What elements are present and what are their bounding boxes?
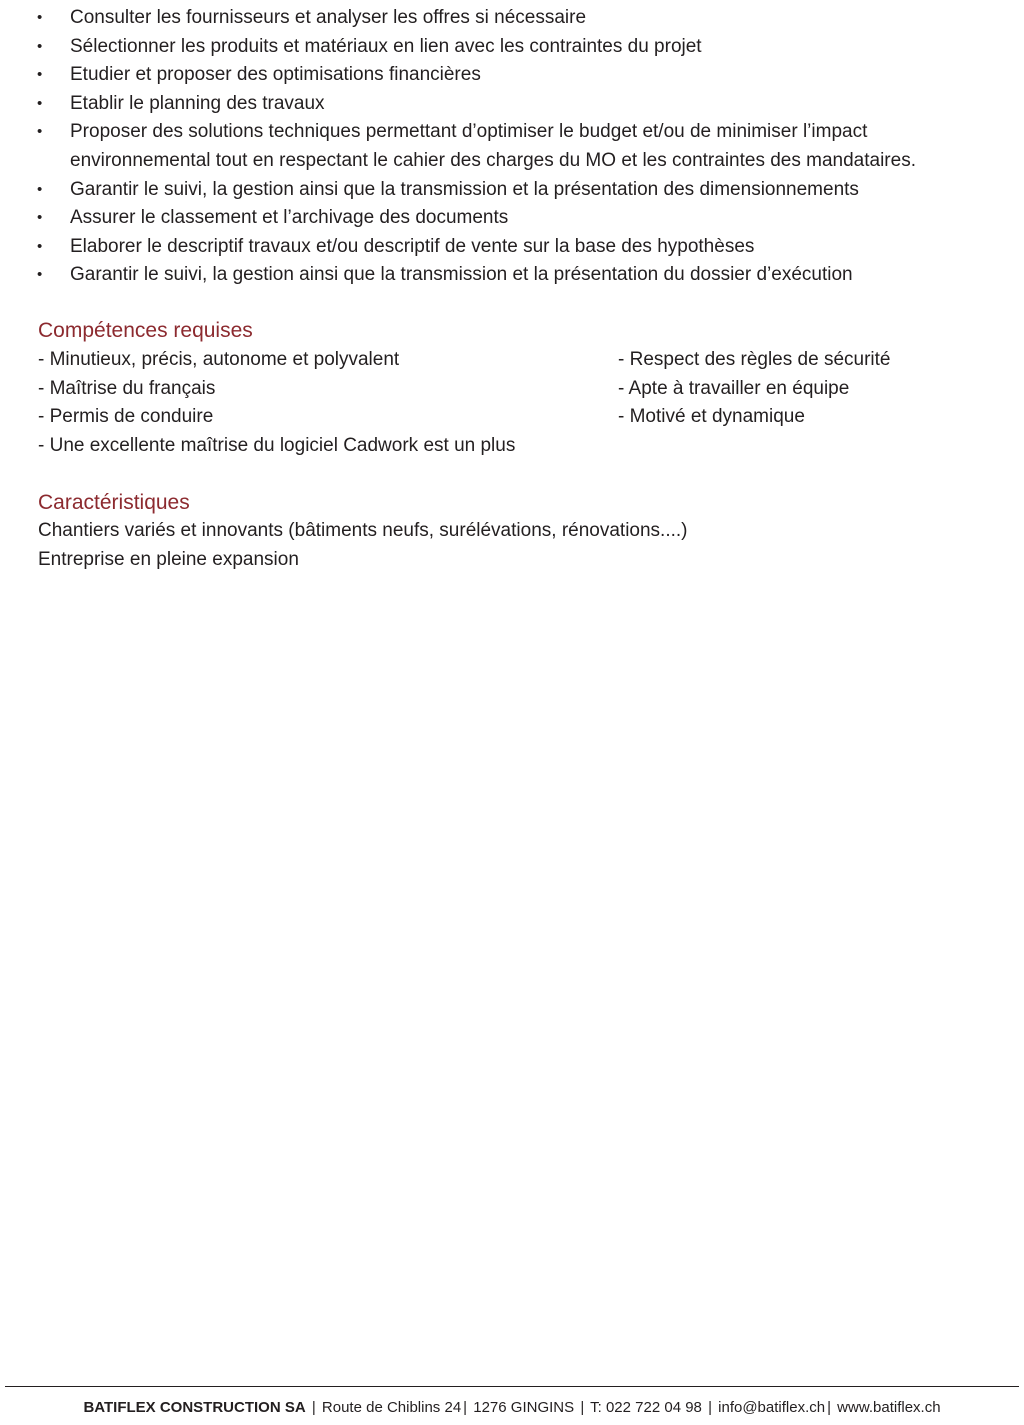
skill-item: - Une excellente maîtrise du logiciel Cadwork est un plus	[38, 434, 516, 456]
bullet-icon: •	[37, 37, 43, 55]
task-text: Etudier et proposer des optimisations financières	[70, 64, 481, 86]
skills-left-column	[38, 346, 598, 460]
footer-phone: T: 022 722 04 98	[590, 1399, 702, 1416]
skill-item: - Permis de conduire	[38, 406, 214, 428]
bullet-icon: •	[37, 237, 43, 255]
skill-item: - Maîtrise du français	[38, 377, 216, 399]
list-item	[0, 204, 1024, 233]
characteristics-heading: Caractéristiques	[38, 491, 190, 514]
characteristics-section	[38, 517, 688, 574]
list-item	[0, 33, 1024, 62]
footer-email[interactable]: info@batiflex.ch	[718, 1399, 826, 1416]
skill-item: - Respect des règles de sécurité	[618, 349, 891, 370]
footer-separator: |	[580, 1399, 585, 1416]
list-item	[0, 61, 1024, 90]
task-text: Garantir le suivi, la gestion ainsi que la transmission et la présentation du dossier d’exécution	[70, 264, 853, 286]
footer-website[interactable]: www.batiflex.ch	[837, 1399, 941, 1416]
footer-separator: |	[463, 1399, 468, 1416]
footer-company: BATIFLEX CONSTRUCTION SA	[83, 1399, 306, 1416]
task-text: Garantir le suivi, la gestion ainsi que la transmission et la présentation des dimensionnements	[70, 178, 859, 200]
list-item	[0, 90, 1024, 119]
footer-divider	[5, 1386, 1019, 1387]
task-text: Sélectionner les produits et matériaux en lien avec les contraintes du projet	[70, 35, 702, 57]
skill-item: - Motivé et dynamique	[618, 406, 805, 428]
bullet-icon: •	[37, 180, 43, 198]
bullet-icon: •	[37, 266, 43, 284]
footer-address: Route de Chiblins 24	[321, 1399, 462, 1416]
skills-heading: Compétences requises	[38, 319, 253, 342]
bullet-icon: •	[37, 123, 43, 141]
list-item	[0, 233, 1024, 262]
task-text: Proposer des solutions techniques permettant d’optimiser le budget et/ou de minimiser l’impact environnemental tout en respectant le cahier des charges du MO et les contraintes des mandataires.	[70, 121, 916, 171]
footer-separator: |	[708, 1399, 712, 1416]
footer	[0, 1398, 1024, 1418]
task-text: Consulter les fournisseurs et analyser les offres si nécessaire	[70, 7, 587, 28]
skill-item: - Apte à travailler en équipe	[618, 377, 850, 399]
list-item	[0, 4, 1024, 33]
task-list	[0, 4, 1024, 290]
skill-item: - Minutieux, précis, autonome et polyvalent	[38, 349, 400, 370]
footer-city: 1276 GINGINS	[473, 1399, 575, 1416]
bullet-icon: •	[37, 9, 43, 26]
skills-right-column	[618, 346, 998, 432]
task-text: Etablir le planning des travaux	[70, 92, 325, 114]
list-item	[0, 261, 1024, 290]
task-text: Assurer le classement et l’archivage des documents	[70, 207, 509, 229]
bullet-icon: •	[37, 209, 43, 227]
list-item	[0, 176, 1024, 205]
footer-separator: |	[827, 1399, 831, 1416]
list-item	[0, 118, 1024, 175]
characteristic-line: Entreprise en pleine expansion	[38, 548, 299, 570]
bullet-icon: •	[37, 66, 43, 84]
footer-separator: |	[311, 1399, 316, 1416]
task-text: Elaborer le descriptif travaux et/ou descriptif de vente sur la base des hypothèses	[70, 235, 755, 257]
bullet-icon: •	[37, 94, 43, 112]
characteristic-line: Chantiers variés et innovants (bâtiments neufs, surélévations, rénovations....)	[38, 520, 688, 541]
